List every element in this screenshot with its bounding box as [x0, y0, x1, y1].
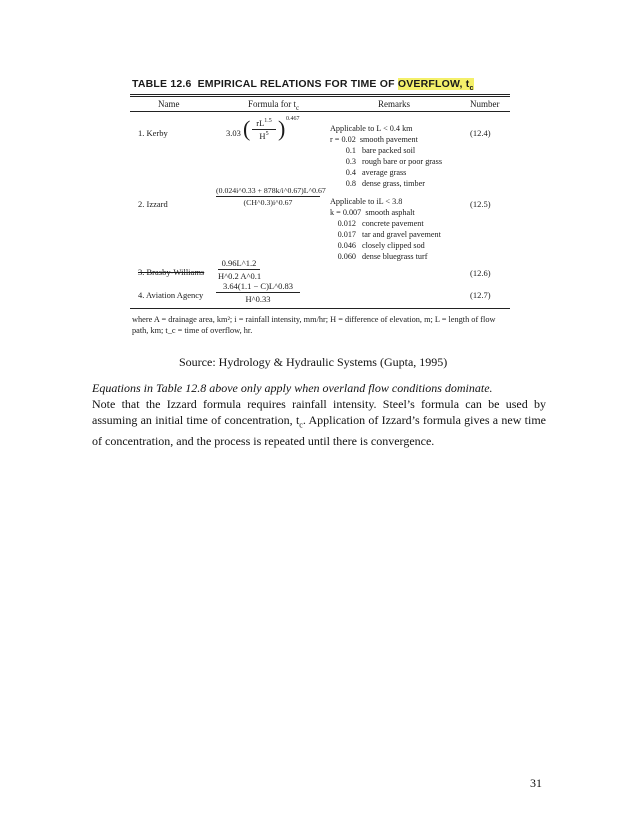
page-number: 31 — [530, 776, 542, 790]
body-text: Note that the Izzard formula requires rainfall intensity. Steel’s formula can be used by assuming an initial time of concentration, $t_c$. Application of Izzard’s formula gives a new time of concentration, and the process is repeated until there is convergence. — [92, 397, 546, 449]
row-name-aviation-agency: 4. Aviation Agency — [138, 290, 204, 300]
remark-item: 0.046 closely clipped sod — [337, 241, 425, 250]
header-name: Name — [158, 99, 180, 109]
izzard-remarks-list — [330, 207, 441, 262]
remark-item: 0.4 average grass — [345, 168, 407, 177]
aviation-agency-number: (12.7) — [470, 290, 491, 300]
izzard-applicable: Applicable to iL < 3.8 — [330, 197, 403, 206]
remark-item: 0.8 dense grass, timber — [345, 179, 425, 188]
bottom-rule — [130, 308, 510, 309]
izzard-number: (12.5) — [470, 199, 491, 209]
remark-item: 0.060 dense bluegrass turf — [337, 252, 428, 261]
body-paragraph — [92, 380, 546, 449]
row-name-kerby: 1. Kerby — [138, 128, 168, 138]
remark-item: 0.012 concrete pavement — [337, 219, 424, 228]
header-formula: Formula for $t_c$ — [248, 99, 300, 112]
kerby-applicable: Applicable to L < 0.4 km — [330, 124, 413, 133]
table-number: TABLE 12.6 — [132, 78, 192, 90]
row-name-izzard: 2. Izzard — [138, 199, 168, 209]
row-name-brasby-williams: 3. Brasby-Williams — [138, 267, 205, 277]
header-remarks: Remarks — [378, 99, 410, 109]
source-caption: Source: Hydrology & Hydraulic Systems (Gupta, 1995) — [179, 355, 448, 369]
header-rule — [130, 111, 510, 112]
italic-note: Equations in Table 12.8 above only apply when overland flow conditions dominate. — [92, 381, 493, 395]
remark-item: r = 0.02 smooth pavement — [330, 135, 418, 144]
aviation-agency-fraction: 3.64(1.1 − C)L^0.83 H^0.33 — [216, 281, 300, 304]
remark-item: k = 0.007 smooth asphalt — [330, 208, 415, 217]
brasby-williams-fraction: 0.96L^1.2 H^0.2 A^0.1 — [218, 258, 262, 281]
table-12-6-image — [130, 78, 510, 340]
remark-item: 0.017 tar and gravel pavement — [337, 230, 441, 239]
table-footnote: where A = drainage area, km²; i = rainfall intensity, mm/hr; H = difference of elevation, m; L = length of flow path, km; t_c = time of overflow, hr. — [132, 315, 496, 335]
highlighted-term: OVERFLOW, $t_c$ — [397, 78, 474, 93]
remark-item: 0.1 bare packed soil — [345, 146, 416, 155]
izzard-fraction: (0.024i^0.33 + 878k/i^0.67)L^0.67 (CH^0.3)i^0.67 — [216, 186, 326, 207]
table-title — [132, 78, 474, 92]
kerby-right-paren: ) — [278, 116, 286, 141]
kerby-left-paren: ( — [243, 116, 251, 141]
remark-item: 0.3 rough bare or poor grass — [345, 157, 443, 166]
kerby-exponent: 0.467 — [286, 116, 300, 122]
kerby-remarks-list — [330, 134, 442, 189]
kerby-coefficient: 3.03 — [226, 128, 241, 138]
kerby-number: (12.4) — [470, 128, 491, 138]
kerby-fraction: $rL^{1.5}$ $H^5$ — [252, 118, 276, 141]
top-rule — [130, 94, 510, 95]
table-title-text: EMPIRICAL RELATIONS FOR TIME OF — [197, 78, 395, 90]
top-rule-double — [130, 96, 510, 97]
brasby-williams-number: (12.6) — [470, 268, 491, 278]
header-number: Number — [470, 99, 500, 109]
